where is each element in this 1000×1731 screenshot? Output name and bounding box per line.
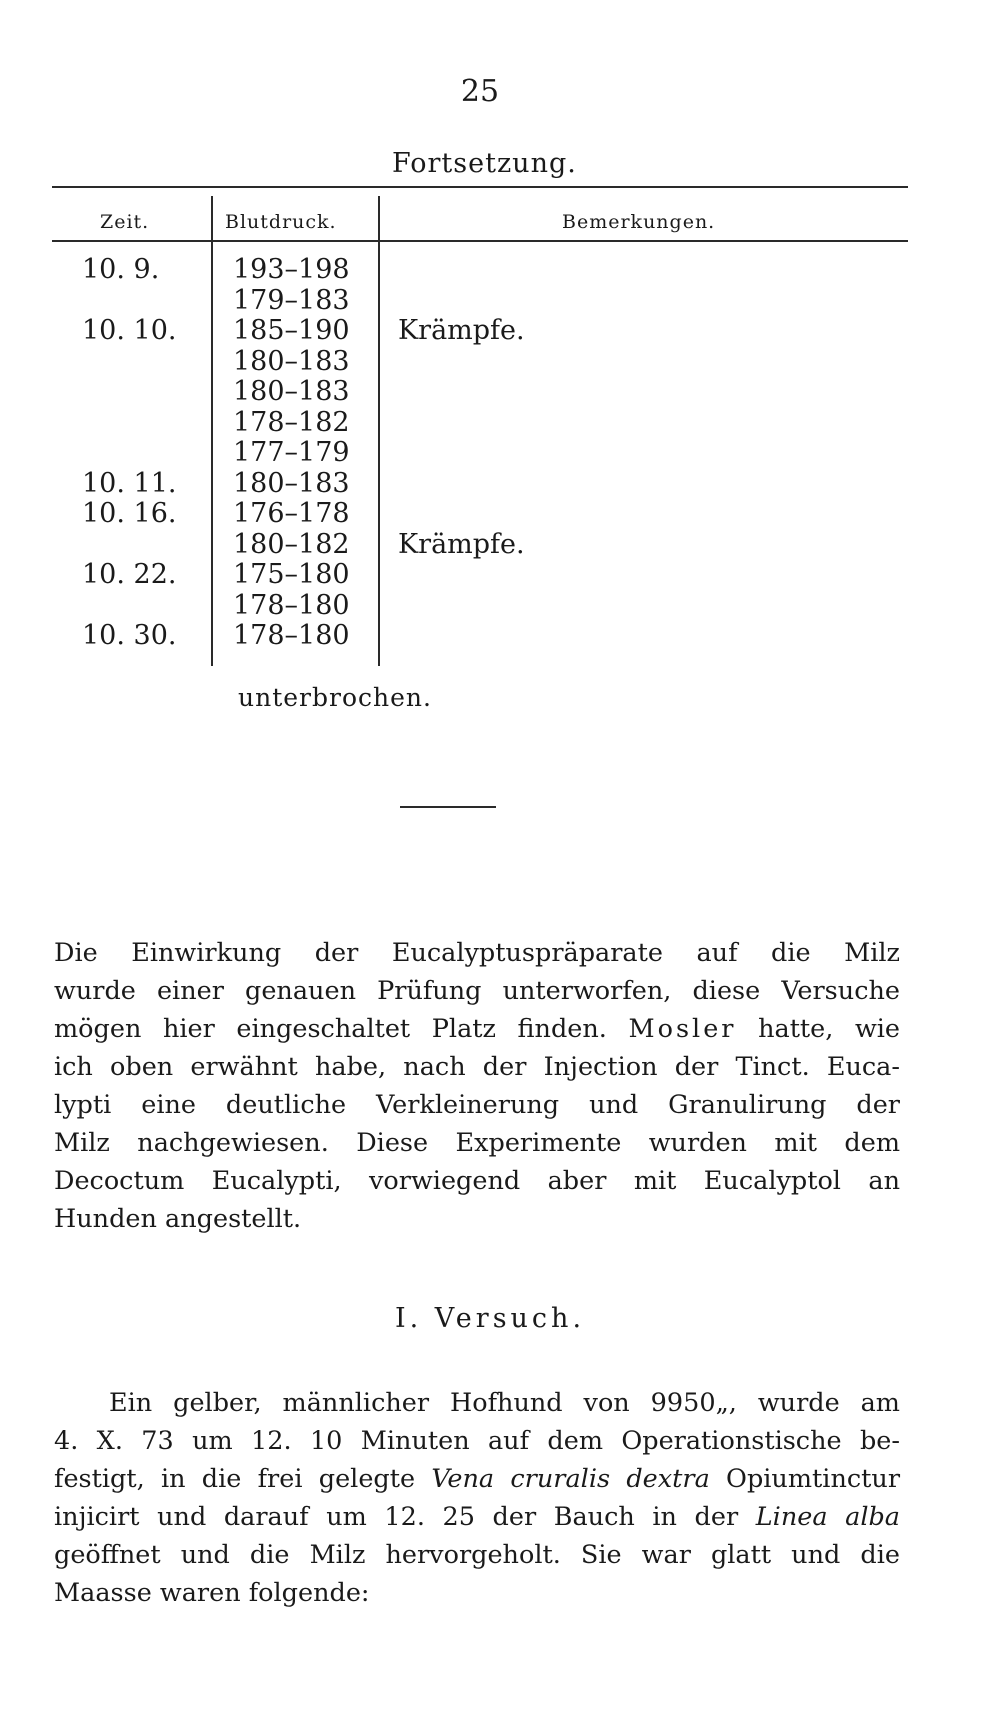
paragraph-spleen: [54, 934, 900, 1238]
table-cell-time: [82, 438, 192, 469]
table-footer-note: unterbrochen.: [238, 683, 432, 712]
text-line: Decoctum Eucalypti, vorwiegend aber mit Eucalyptol an: [54, 1166, 900, 1196]
table-cell-remark: [398, 621, 598, 652]
table-cell-time: 10. 16.: [82, 498, 177, 529]
table-cell-pressure: 178–180: [233, 620, 350, 651]
column-divider-1: [211, 196, 213, 666]
text-line: Die Einwirkung der Eucalyptuspräparate auf die Milz: [54, 938, 900, 968]
section-heading: I. Versuch.: [394, 1303, 586, 1334]
table-cell-remark: [398, 408, 598, 439]
text-span: festigt, in die frei gelegte: [54, 1464, 416, 1494]
table-cell-remark: [398, 560, 598, 591]
text-line: Milz nachgewiesen. Diese Experimente wurden mit dem: [54, 1128, 900, 1158]
text-line: [54, 1010, 900, 1048]
table-cell-remark: [398, 591, 598, 622]
table-cell-time: [82, 377, 192, 408]
text-line: wurde einer genauen Prüfung unterworfen, diese Versuche: [54, 976, 900, 1006]
header-bemerkungen: Bemerkungen.: [562, 211, 716, 233]
table-cell-pressure: 175–180: [233, 559, 350, 590]
text-line: [54, 1498, 900, 1536]
table-cell-pressure: 180–183: [233, 467, 350, 499]
page-number: 25: [460, 74, 500, 109]
table-cell-pressure: 180–183: [233, 345, 350, 377]
text-line: geöffnet und die Milz hervorgeholt. Sie war glatt und die: [54, 1540, 900, 1570]
table-cell-time: [82, 591, 192, 622]
table-cell-pressure: 176–178: [233, 498, 350, 529]
text-span: hatte, wie: [758, 1014, 901, 1044]
table-cell-pressure: 185–190: [233, 315, 350, 346]
table-cell-remark: [398, 255, 598, 286]
text-line: Ein gelber, männlicher Hofhund von 9950„, wurde am: [109, 1388, 900, 1418]
latin-term: Vena cruralis dextra: [431, 1464, 710, 1494]
table-cell-time: 10. 11.: [82, 467, 177, 499]
text-span: mögen hier eingeschaltet Platz finden.: [54, 1014, 607, 1044]
table-cell-remark: [398, 469, 598, 500]
remarks-column: [398, 255, 598, 652]
table-cell-time: 10. 22.: [82, 559, 177, 590]
text-line: Maasse waren folgende:: [54, 1578, 370, 1608]
table-cell-remark: Krämpfe.: [398, 528, 525, 560]
text-span: Opiumtinctur: [726, 1464, 901, 1494]
table-cell-remark: [398, 347, 598, 378]
paragraph-experiment: [54, 1384, 900, 1612]
text-line: ich oben erwähnt habe, nach der Injection der Tinct. Euca-: [54, 1052, 900, 1082]
table-cell-remark: [398, 286, 598, 317]
table-top-rule: [52, 186, 908, 188]
table-cell-remark: Krämpfe.: [398, 315, 525, 346]
table-cell-time: [82, 347, 192, 378]
table-cell-remark: [398, 499, 598, 530]
table-cell-pressure: 193–198: [233, 254, 350, 285]
header-zeit: Zeit.: [100, 211, 150, 233]
table-cell-pressure: 180–183: [233, 376, 350, 407]
text-span: injicirt und darauf um 12. 25 der Bauch in der: [54, 1502, 739, 1532]
table-cell-time: 10. 9.: [82, 254, 160, 285]
time-column: [82, 255, 192, 652]
text-line: Hunden angestellt.: [54, 1204, 302, 1234]
pressure-column: [233, 255, 373, 652]
text-line: lypti eine deutliche Verkleinerung und Granulirung der: [54, 1090, 900, 1120]
text-line: [54, 1460, 900, 1498]
table-cell-pressure: 180–182: [233, 528, 350, 560]
table-cell-pressure: 177–179: [233, 437, 350, 468]
table-cell-time: 10. 30.: [82, 620, 177, 651]
continuation-label: Fortsetzung.: [392, 148, 577, 179]
section-divider: [400, 806, 496, 808]
table-cell-pressure: 178–180: [233, 589, 350, 621]
header-blutdruck: Blutdruck.: [225, 211, 337, 233]
text-line: 4. X. 73 um 12. 10 Minuten auf dem Operationstische be-: [54, 1426, 900, 1456]
table-cell-time: [82, 286, 192, 317]
author-name-spaced: Mosler: [628, 1014, 737, 1044]
table-cell-remark: [398, 377, 598, 408]
column-divider-2: [378, 196, 380, 666]
table-cell-time: [82, 530, 192, 561]
table-cell-remark: [398, 438, 598, 469]
table-cell-pressure: 179–183: [233, 284, 350, 316]
table-cell-time: 10. 10.: [82, 315, 177, 346]
table-cell-time: [82, 408, 192, 439]
table-header-rule: [52, 240, 908, 242]
table-cell-pressure: 178–182: [233, 406, 350, 438]
latin-term: Linea alba: [755, 1502, 901, 1532]
